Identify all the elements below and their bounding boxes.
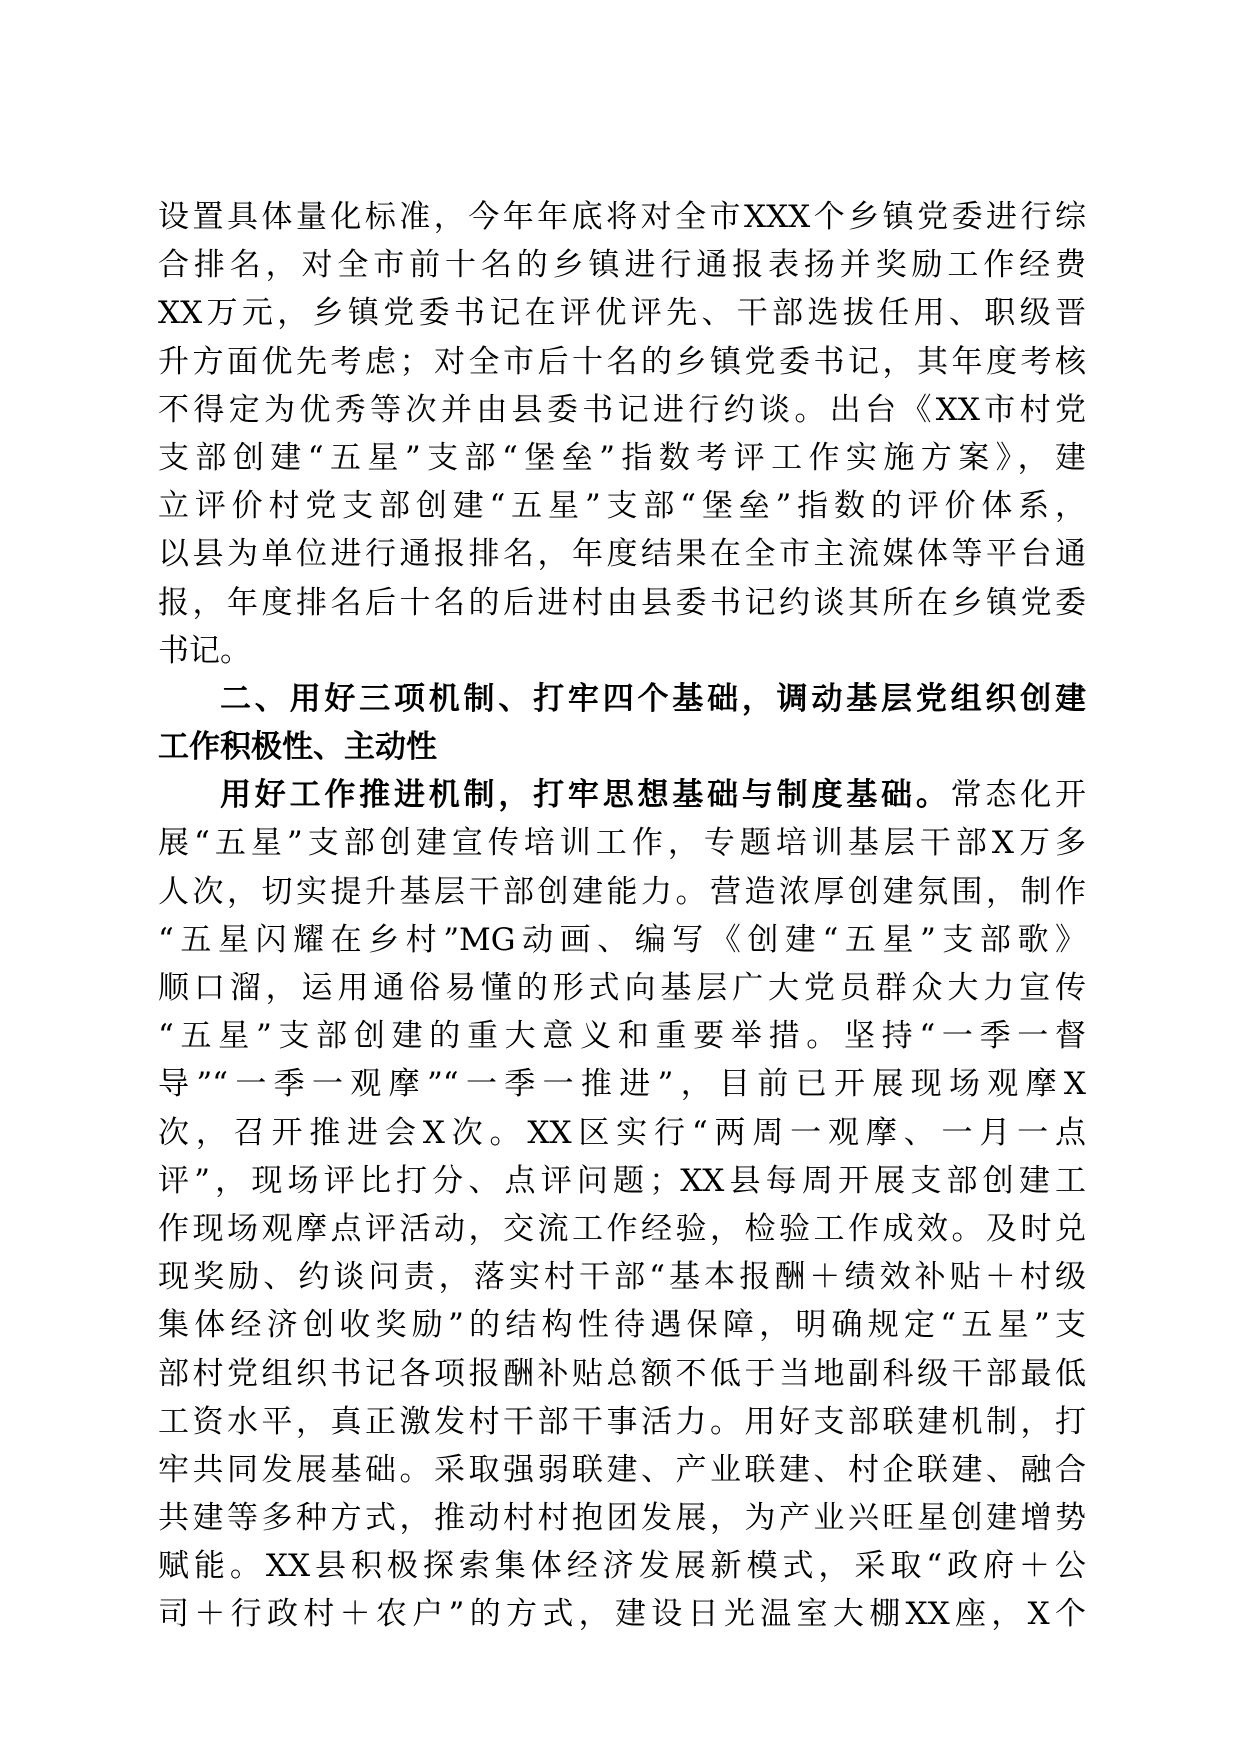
body-line: 顺口溜，运用通俗易懂的形式向基层广大党员群众大力宣传 xyxy=(158,970,1086,1006)
body-line: 立评价村党支部创建“五星”支部“堡垒”指数的评价体系， xyxy=(158,488,1086,525)
body-line: 作现场观摩点评活动，交流工作经验，检验工作成效。及时兑 xyxy=(158,1210,1086,1247)
body-line: 展“五星”支部创建宣传培训工作，专题培训基层干部X万多 xyxy=(158,825,1086,862)
body-line: 赋能。XX县积极探索集体经济发展新模式，采取“政府＋公 xyxy=(158,1548,1086,1585)
body-line: 部村党组织书记各项报酬补贴总额不低于当地副科级干部最低 xyxy=(158,1355,1086,1392)
body-line: 工资水平，真正激发村干部干事活力。用好支部联建机制，打 xyxy=(158,1403,1086,1440)
body-line: 现奖励、约谈问责，落实村干部“基本报酬＋绩效补贴＋村级 xyxy=(158,1259,1086,1296)
body-line: 司＋行政村＋农户”的方式，建设日光温室大棚XX座，X个 xyxy=(158,1596,1086,1633)
body-line: 升方面优先考虑；对全市后十名的乡镇党委书记，其年度考核 xyxy=(158,343,1086,380)
body-line: 导”“一季一观摩”“一季一推进”，目前已开展现场观摩X xyxy=(158,1066,1086,1103)
section-heading-line: 工作积极性、主动性 xyxy=(158,729,437,766)
body-line: 共建等多种方式，推动村村抱团发展，为产业兴旺星创建增势 xyxy=(158,1500,1086,1537)
document-page xyxy=(158,193,1086,1639)
body-line: 报，年度排名后十名的后进村由县委书记约谈其所在乡镇党委 xyxy=(158,584,1086,621)
body-line: 合排名，对全市前十名的乡镇进行通报表扬并奖励工作经费 xyxy=(158,247,1086,284)
body-line: XX万元，乡镇党委书记在评优评先、干部选拔任用、职级晋 xyxy=(158,295,1086,332)
body-line: “五星”支部创建的重大意义和重要举措。坚持“一季一督 xyxy=(158,1018,1086,1055)
body-line: 人次，切实提升基层干部创建能力。营造浓厚创建氛围，制作 xyxy=(158,873,1086,910)
body-line: 书记。 xyxy=(158,632,251,669)
body-line: 不得定为优秀等次并由县委书记进行约谈。出台《XX市村党 xyxy=(158,391,1086,428)
body-line: 支部创建“五星”支部“堡垒”指数考评工作实施方案》，建 xyxy=(158,439,1086,476)
section-heading-line: 二、用好三项机制、打牢四个基础，调动基层党组织创建 xyxy=(220,680,1086,717)
body-line: 以县为单位进行通报排名，年度结果在全市主流媒体等平台通 xyxy=(158,536,1086,573)
body-line: 设置具体量化标准，今年年底将对全市XXX个乡镇党委进行综 xyxy=(158,199,1086,235)
body-line: 评”，现场评比打分、点评问题；XX县每周开展支部创建工 xyxy=(158,1162,1086,1199)
paragraph-lead-rest: 常态化开 xyxy=(950,777,1086,814)
body-line: 牢共同发展基础。采取强弱联建、产业联建、村企联建、融合 xyxy=(158,1451,1086,1488)
body-line: “五星闪耀在乡村”MG动画、编写《创建“五星”支部歌》 xyxy=(158,921,1086,958)
paragraph-lead-bold: 用好工作推进机制，打牢思想基础与制度基础。 xyxy=(220,777,951,814)
paragraph-first-line xyxy=(158,771,1086,819)
body-line: 集体经济创收奖励”的结构性待遇保障，明确规定“五星”支 xyxy=(158,1307,1086,1344)
body-line: 次，召开推进会X次。XX区实行“两周一观摩、一月一点 xyxy=(158,1114,1086,1151)
